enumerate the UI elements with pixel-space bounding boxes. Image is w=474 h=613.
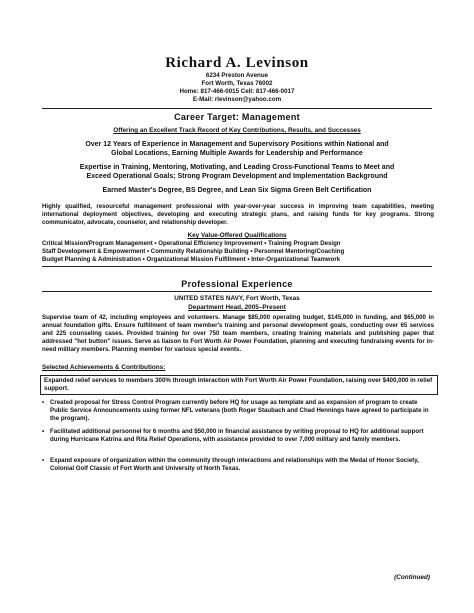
address-line-1: 6234 Preston Avenue: [205, 72, 269, 79]
highlight-line-2: Global Locations, Earning Multiple Awards for Leadership and Performance: [111, 150, 363, 157]
key-achievement-box: Expanded relief services to members 300% through interaction with Fort Worth Air Power Foundation, raising over $400,000 in relief support.: [40, 375, 438, 395]
bullet-icon: •: [42, 457, 45, 464]
qualification-row-2: Staff Development & Empowerment • Community Relationship Building • Personnel Mentoring/Coaching: [42, 248, 345, 255]
address-line-2: Fort Worth, Texas 76002: [201, 80, 273, 87]
bullet-icon: •: [42, 399, 45, 406]
role-line: Department Head, 2005–Present: [188, 304, 286, 311]
achievements-label: Selected Achievements & Contributions:: [42, 364, 166, 371]
qualifications-label: Key Value-Offered Qualifications: [187, 232, 287, 239]
highlight-line-3: Expertise in Training, Mentoring, Motivating, and Leading Cross-Functional Teams to Meet and: [79, 164, 395, 171]
employer-line: UNITED STATES NAVY, Fort Worth, Texas: [174, 295, 300, 302]
qualification-row-3: Budget Planning & Administration • Organizational Mission Fulfillment • Inter-Organizational Teamwork: [42, 256, 341, 263]
career-tagline: Offering an Excellent Track Record of Key Contributions, Results, and Successes: [113, 127, 361, 134]
career-target-heading: Career Target: Management: [174, 112, 300, 122]
role-summary: Supervise team of 42, including employees and volunteers. Manage $85,000 operating budget, $145,000 in funding, and $65,000 in annual foundation gifts. Ensure fulfillment of team member's training and personal development goals, conducting over 65 services and 225 counseling cases. Provided training for over 750 team members, creating training materials and publishing paper that addressed "hot button" issues. Serve as liaison to Fort Worth Air Power Foundation, planning and executing fundraising events for in-need military members. Planning member for various special events.: [42, 314, 434, 353]
candidate-name: Richard A. Levinson: [165, 55, 309, 71]
experience-rule: [42, 291, 432, 292]
professional-experience-heading: Professional Experience: [181, 279, 293, 289]
achievement-bullet-1: [42, 399, 432, 423]
achievement-text-3: Expand exposure of organization within the community through interactions and relationships with the Medal of Honor Society, Colonial Golf Classic of Fort Worth and University of North Texas.: [50, 457, 419, 472]
highlight-line-4: Exceed Operational Goals; Strong Program Development and Implementation Background: [86, 173, 388, 180]
bullet-icon: •: [42, 428, 45, 435]
header-rule: [42, 108, 432, 109]
achievement-text-1: Created proposal for Stress Control Program currently before HQ for usage as template and as expansion of program to create Public Service Announcements using former NFL veterans (both Roger Staubach and Chad Hennings have agreed to participate in the program).: [50, 399, 429, 422]
highlight-line-5: Earned Master's Degree, BS Degree, and Lean Six Sigma Green Belt Certification: [102, 187, 372, 194]
achievement-text-2: Facilitated additional personnel for 6 months and $50,000 in financial assistance by writing proposal to HQ for additional support during Hurricane Katrina and Rita Relief Operations, with assistance provided to over 7,000 military and family members.: [50, 428, 424, 443]
email-line: E-Mail: rlevinson@yahoo.com: [192, 96, 282, 103]
highlight-line-1: Over 12 Years of Experience in Management and Supervisory Positions within National and: [85, 141, 389, 148]
section-rule: [42, 266, 432, 267]
phone-line: Home: 817-466-0015 Cell: 817-466-0017: [179, 88, 295, 95]
career-summary: Highly qualified, resourceful management professional with year-over-year success in improving team capabilities, meeting international deployment objectives, developing and executing strategic plans, and raising funds for key programs. Strong communicator, advocate, counselor, and relationship developer.: [42, 203, 434, 226]
continued-note: (Continued): [394, 574, 430, 581]
achievement-bullet-2: [42, 428, 432, 444]
qualification-row-1: Critical Mission/Program Management • Operational Efficiency Improvement • Training Program Design: [42, 240, 341, 247]
achievement-bullet-3: [42, 457, 432, 473]
